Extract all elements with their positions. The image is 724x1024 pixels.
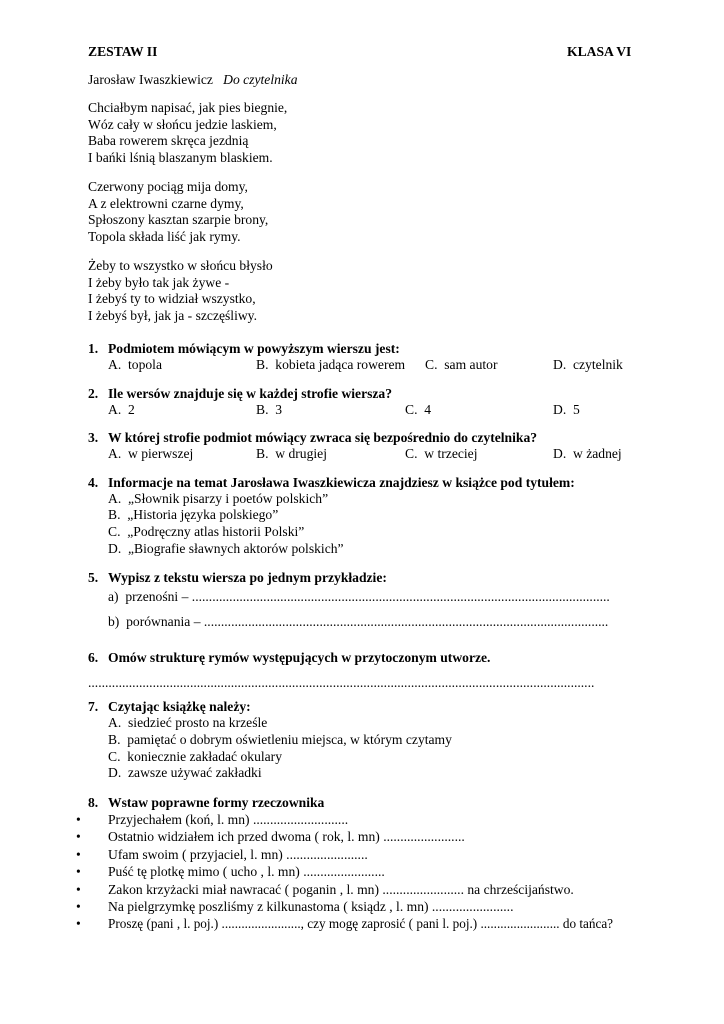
list-item-text[interactable]: Proszę (pani , l. poj.) ........................, czy mogę zaprosić ( pani l. poj.) ........................ do tańca? <box>108 916 614 932</box>
question-number: 5. <box>88 570 99 585</box>
option-letter: C. <box>405 446 418 461</box>
list-item-text[interactable]: Zakon krzyżacki miał nawracać ( poganin , l. mn) ........................ na chrześcijaństwo. <box>108 881 574 897</box>
option-letter: D. <box>553 357 567 372</box>
option-text: w pierwszej <box>128 446 194 461</box>
bullet-icon: • <box>76 881 81 897</box>
option-b[interactable] <box>108 732 452 749</box>
option-text: „Biografie sławnych aktorów polskich” <box>128 541 344 556</box>
option-text: czytelnik <box>573 357 623 372</box>
option-text: sam autor <box>444 357 498 372</box>
bullet-icon: • <box>76 916 81 932</box>
list-item-text[interactable]: Puść tę plotkę mimo ( ucho , l. mn) ........................ <box>108 864 385 880</box>
option-text: 5 <box>573 402 580 417</box>
option-letter: A. <box>108 491 122 506</box>
poem-line: Baba rowerem skręca jezdnią <box>88 133 249 148</box>
option-letter: B. <box>108 507 121 522</box>
poem-line: Czerwony pociąg mija domy, <box>88 179 248 194</box>
option-text: pamiętać o dobrym oświetleniu miejsca, w którym czytamy <box>127 732 452 747</box>
option-letter: C. <box>425 357 438 372</box>
question-number: 4. <box>88 475 99 490</box>
list-item <box>0 829 724 846</box>
question-text: Omów strukturę rymów występujących w przytoczonym utworze. <box>108 650 491 665</box>
poem-line: I żebyś był, jak ja - szczęśliwy. <box>88 307 257 323</box>
option-letter: A. <box>108 715 122 730</box>
question-number: 2. <box>88 386 99 401</box>
option-d[interactable] <box>553 446 622 463</box>
option-a[interactable] <box>108 446 193 463</box>
option-letter: b) <box>108 614 120 629</box>
option-text: w drugiej <box>275 446 327 461</box>
option-text: zawsze używać zakładki <box>128 765 262 780</box>
option-d[interactable] <box>108 765 262 782</box>
bullet-icon: • <box>76 898 81 914</box>
option-letter: C. <box>405 402 418 417</box>
question-text: Wstaw poprawne formy rzeczownika <box>108 795 325 810</box>
bullet-icon: • <box>76 829 81 845</box>
question-text: Podmiotem mówiącym w powyższym wierszu jest: <box>108 341 400 356</box>
option-text: „Historia języka polskiego” <box>127 507 279 522</box>
list-item <box>0 916 724 933</box>
option-letter: A. <box>108 402 122 417</box>
option-text: kobieta jadąca rowerem <box>275 357 406 372</box>
poem-line: Topola składa liść jak rymy. <box>88 228 241 244</box>
question-number: 1. <box>88 341 99 356</box>
option-b[interactable] <box>108 507 278 524</box>
list-item-text[interactable]: Przyjechałem (koń, l. mn) ............................ <box>108 812 349 827</box>
option-text: w trzeciej <box>424 446 478 461</box>
poem-line: Wóz cały w słońcu jedzie laskiem, <box>88 116 277 132</box>
answer-line-comparison[interactable] <box>108 614 608 631</box>
option-a[interactable] <box>108 402 135 419</box>
option-text: 2 <box>128 402 135 417</box>
poem-line: I żebyś ty to widział wszystko, <box>88 291 256 306</box>
option-text: koniecznie zakładać okulary <box>127 749 283 764</box>
list-item <box>0 864 724 881</box>
poem-stanza-1 <box>88 100 287 166</box>
option-letter: C. <box>108 749 121 764</box>
option-text: topola <box>128 357 162 372</box>
poem-line: Spłoszony kasztan szarpie brony, <box>88 212 269 227</box>
option-text: „Podręczny atlas historii Polski” <box>127 524 305 539</box>
option-letter: C. <box>108 524 121 539</box>
question-text: W której strofie podmiot mówiący zwraca się bezpośrednio do czytelnika? <box>108 430 538 445</box>
list-item-text[interactable]: Na pielgrzymkę poszliśmy z kilkunastoma ( ksiądz , l. mn) ........................ <box>108 898 514 914</box>
header-right: KLASA VI <box>567 44 632 59</box>
poem-title: Do czytelnika <box>223 72 298 87</box>
list-item <box>0 847 724 864</box>
answer-line[interactable]: ..................................................................................................................................................... <box>88 675 595 690</box>
list-item <box>0 882 724 899</box>
question-text: Czytając książkę należy: <box>108 699 251 714</box>
poem-heading <box>88 72 298 89</box>
option-text: 4 <box>424 402 432 417</box>
option-d[interactable] <box>553 357 623 374</box>
option-letter: D. <box>553 402 567 417</box>
option-letter: D. <box>108 541 122 556</box>
option-letter: B. <box>256 446 269 461</box>
option-text: „Słownik pisarzy i poetów polskich” <box>128 491 329 506</box>
list-item-text[interactable]: Ostatnio widziałem ich przed dwoma ( rok, l. mn) ........................ <box>108 829 465 845</box>
poem-line: A z elektrowni czarne dymy, <box>88 195 244 211</box>
question-number: 3. <box>88 430 99 445</box>
question-number: 8. <box>88 795 99 810</box>
poem-line: I bańki lśnią blaszanym blaskiem. <box>88 149 273 165</box>
poem-line: I żeby było tak jak żywe - <box>88 274 230 290</box>
option-text: porównania – ....................................................................................................................... <box>126 614 609 629</box>
option-c[interactable] <box>425 357 498 374</box>
question-number: 6. <box>88 650 99 665</box>
bullet-icon: • <box>76 864 81 880</box>
question-text: Wypisz z tekstu wiersza po jednym przykładzie: <box>108 570 387 585</box>
question-number: 7. <box>88 699 99 714</box>
list-item <box>0 899 724 916</box>
question-text: Ile wersów znajduje się w każdej strofie wiersza? <box>108 386 393 401</box>
poem-stanza-3 <box>88 258 273 324</box>
list-item <box>0 812 724 829</box>
option-letter: B. <box>256 357 269 372</box>
option-b[interactable] <box>256 402 282 419</box>
option-b[interactable] <box>256 357 405 374</box>
option-letter: D. <box>553 446 567 461</box>
option-b[interactable] <box>256 446 327 463</box>
option-text: przenośni – ........................................................................................................................... <box>125 589 610 604</box>
option-c[interactable] <box>108 749 282 766</box>
option-letter: A. <box>108 446 122 461</box>
option-letter: D. <box>108 765 122 780</box>
header-left: ZESTAW II <box>88 44 158 59</box>
option-d[interactable] <box>108 541 344 558</box>
option-text: w żadnej <box>573 446 622 461</box>
option-a[interactable] <box>108 491 328 508</box>
answer-line-metaphor[interactable] <box>108 589 610 606</box>
question-text: Informacje na temat Jarosława Iwaszkiewicza znajdziesz w książce pod tytułem: <box>108 475 575 490</box>
bullet-list <box>0 812 724 934</box>
option-letter: B. <box>256 402 269 417</box>
option-c[interactable] <box>405 402 431 419</box>
poem-stanza-2 <box>88 179 268 245</box>
option-text: 3 <box>275 402 283 417</box>
option-text: siedzieć prosto na krześle <box>128 715 268 730</box>
poem-author: Jarosław Iwaszkiewicz <box>88 72 213 87</box>
poem-line: Chciałbym napisać, jak pies biegnie, <box>88 100 288 115</box>
option-letter: A. <box>108 357 122 372</box>
option-d[interactable] <box>553 402 580 419</box>
bullet-icon: • <box>76 812 81 827</box>
option-a[interactable] <box>108 715 267 732</box>
list-item-text[interactable]: Ufam swoim ( przyjaciel, l. mn) ........................ <box>108 846 368 862</box>
option-a[interactable] <box>108 357 162 374</box>
option-letter: a) <box>108 589 119 604</box>
option-letter: B. <box>108 732 121 747</box>
poem-line: Żeby to wszystko w słońcu błysło <box>88 258 273 273</box>
option-c[interactable] <box>108 524 304 541</box>
option-c[interactable] <box>405 446 477 463</box>
bullet-icon: • <box>76 846 81 862</box>
